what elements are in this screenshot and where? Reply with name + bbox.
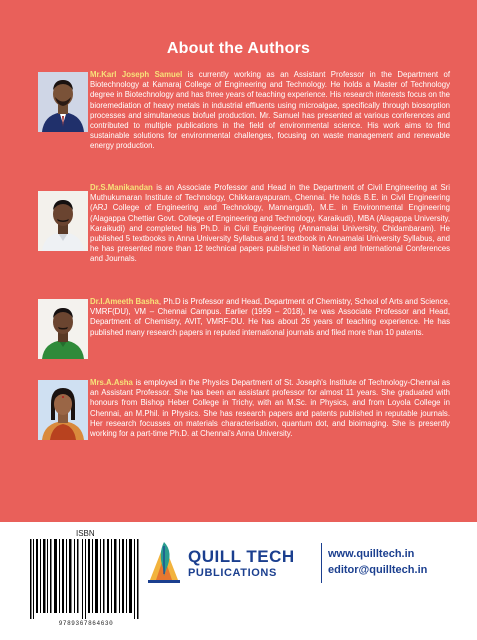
author-bio (90, 378, 450, 439)
author-bio (90, 183, 450, 265)
author-name: Dr.I.Ameeth Basha (90, 297, 159, 306)
author-bio (90, 70, 450, 152)
author-photo (38, 380, 88, 440)
barcode-digits: 9789367864630 (58, 620, 114, 627)
author-name: Dr.S.Manikandan (90, 183, 153, 192)
isbn-label: ISBN (76, 529, 95, 538)
footer-divider (321, 543, 322, 583)
author-photo (38, 72, 88, 132)
section-title: About the Authors (166, 40, 311, 57)
author-name: Mr.Karl Joseph Samuel (90, 70, 183, 79)
author-photo (38, 191, 88, 251)
publisher-email[interactable]: editor@quilltech.in (328, 564, 428, 576)
barcode (26, 539, 146, 619)
author-photo (38, 299, 88, 359)
author-bio (90, 297, 450, 338)
publisher-website[interactable]: www.quilltech.in (328, 548, 415, 560)
publisher-name: QUILL TECH (188, 547, 295, 566)
author-bio-text: , Ph.D is Professor and Head, Department of Chemistry, School of Arts and Science, VMRF(DU), VM – Chennai Campus. Earlier (1999 – 2018), he was Associate Professor and Head, Department of Chemistry, AVIT, VMRF-DU. He has about 26 years of teaching experience. He has published many research papers in reputed international journals and filed more than 10 patents. (90, 297, 450, 337)
author-bio-text: is employed in the Physics Department of St. Joseph's Institute of Technology-Chennai as an Assistant Professor. She has been an assistant professor for almost 11 years. She graduated with honours from Bishop Heber College in Trichy, with an M.Sc. in Physics, and from Loyola College in Chennai, an M.Phil. in Physics. She has research papers and patents published in reputable journals. Her research focusses on materials characterisation, quantum dot, and bioimaging. She is presently working for a part-time Ph.D. at Chennai's Anna University. (90, 378, 450, 439)
author-name: Mrs.A.Asha (90, 378, 133, 387)
author-bio-text: is currently working as an Assistant Professor in the Department of Biotechnology at Kamaraj College of Engineering and Technology. He holds a Master of Technology degree in Biotechnology and has three years of teaching experience. His research interests focus on the bioremediation of heavy metals in industrial effluents using microalgae, specifically through biosorption processes and simultaneous biofuel production. Mr. Samuel has presented at various conferences and contributed to multiple publications in the field of environmental science. His work aims to find sustainable solutions for environmental challenges, focusing on waste management and renewable energy production. (90, 70, 451, 151)
quill-logo-icon (146, 540, 182, 584)
publisher-subtitle: PUBLICATIONS (188, 567, 277, 579)
author-bio-text: is an Associate Professor and Head in the Department of Civil Engineering at Sri Muthukumaran Institute of Technology, Chikkarayapuram, Chennai. He holds B.E. in Civil Engineering (ARJ College of Engineering and Technology, Mannargudi), M.E. in Environmental Engineering (Alagappa Chettiar Govt. College of Engineering and Technology, Karaikudi), MBA (Alagappa University, Karaikudi) and completed his Ph.D. in Civil Engineering (Annamalai University, Chidambaram). He published 5 textbooks in Anna University Syllabus and 1 textbook in Annamalai University Syllabus, and he has presented more than 12 technical papers published in National and International Conferences and Journals. (90, 183, 450, 264)
